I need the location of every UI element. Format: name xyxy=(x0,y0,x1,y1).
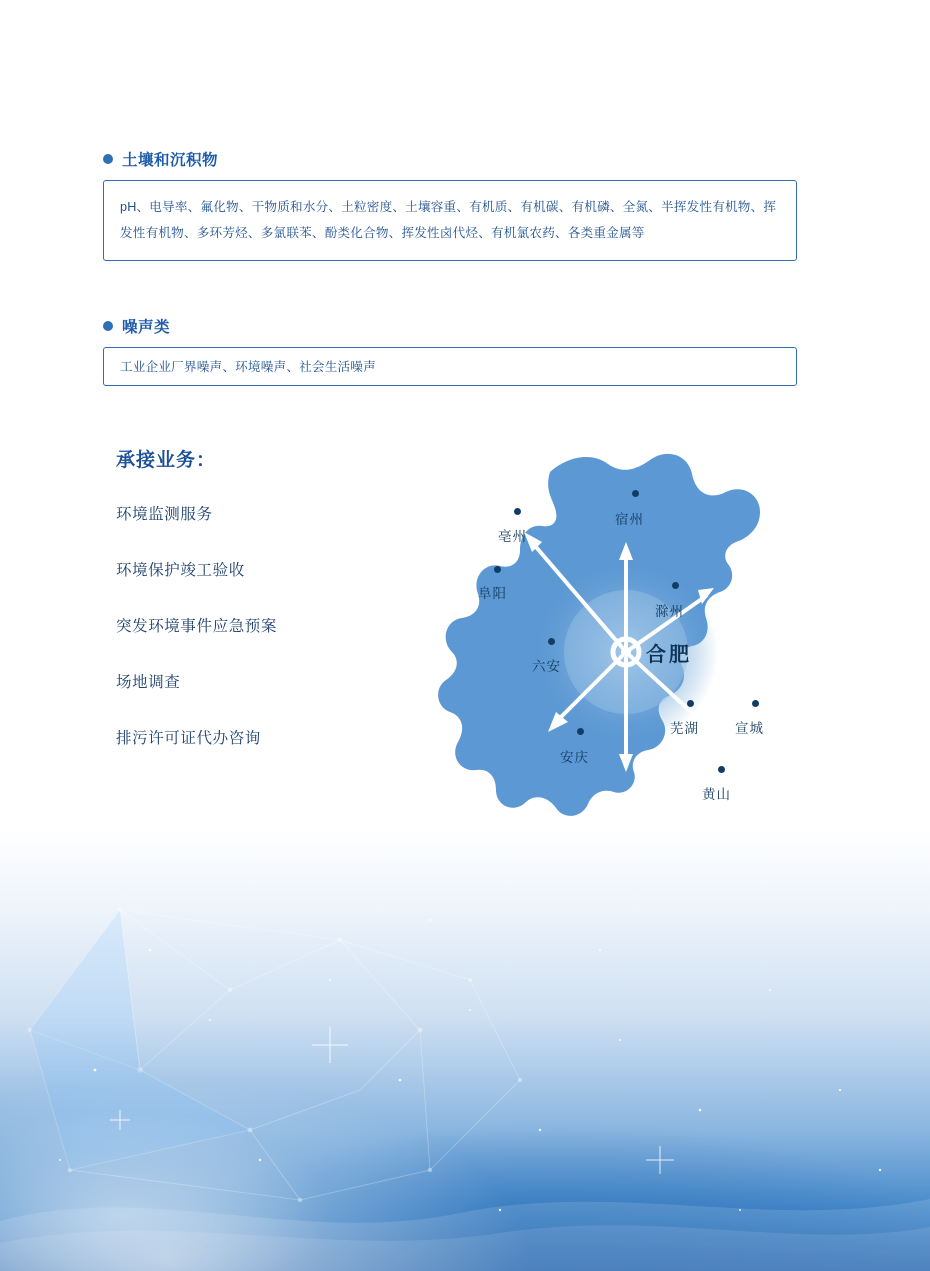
section-title-soil xyxy=(103,148,797,170)
list-item: 排污许可证代办咨询 xyxy=(116,730,261,747)
map-city-label-anqing: 安庆 xyxy=(560,750,589,765)
section-title-text: 土壤和沉积物 xyxy=(122,152,219,169)
map-city-dot xyxy=(687,700,694,707)
section-body-soil: pH、电导率、氟化物、干物质和水分、土粒密度、土壤容重、有机质、有机碳、有机磷、全氮、半挥发性有机物、挥发性有机物、多环芳烃、多氯联苯、酚类化合物、挥发性卤代烃、有机氯农药、各类重金属等 xyxy=(103,180,797,261)
map-city-label-bozhou: 亳州 xyxy=(498,529,527,544)
section-soil-and-sediment xyxy=(103,148,797,261)
section-title-noise xyxy=(103,315,797,337)
bullet-dot-icon xyxy=(103,321,113,331)
bullet-dot-icon xyxy=(103,154,113,164)
section-noise xyxy=(103,315,797,386)
map-city-label-wuhu: 芜湖 xyxy=(670,721,699,736)
section-body-noise: 工业企业厂界噪声、环境噪声、社会生活噪声 xyxy=(103,347,797,386)
list-item: 场地调查 xyxy=(116,674,181,691)
wave-decoration xyxy=(0,1151,930,1271)
services-list xyxy=(116,445,446,782)
anhui-map xyxy=(430,430,830,850)
section-title-text: 噪声类 xyxy=(122,319,171,336)
map-city-label-fuyang: 阜阳 xyxy=(478,586,507,601)
list-item: 突发环境事件应急预案 xyxy=(116,618,278,635)
list-item: 环境保护竣工验收 xyxy=(116,562,245,579)
map-city-dot xyxy=(577,728,584,735)
map-city-label-xuancheng: 宣城 xyxy=(735,721,764,736)
map-capital-label: 合肥 xyxy=(646,644,692,666)
map-city-label-suzhou: 宿州 xyxy=(615,512,644,527)
map-city-dot xyxy=(718,766,725,773)
map-city-label-luan: 六安 xyxy=(532,659,561,674)
map-shape xyxy=(430,430,830,850)
map-city-dot xyxy=(494,566,501,573)
map-city-label-chuzhou: 滁州 xyxy=(655,604,684,619)
map-city-dot xyxy=(672,582,679,589)
map-city-dot xyxy=(752,700,759,707)
map-city-label-huangshan: 黄山 xyxy=(702,787,731,802)
map-city-dot xyxy=(548,638,555,645)
map-city-dot xyxy=(632,490,639,497)
services-title: 承接业务： xyxy=(116,450,217,471)
list-item: 环境监测服务 xyxy=(116,506,213,523)
background-decoration xyxy=(0,830,930,1271)
map-city-dot xyxy=(514,508,521,515)
